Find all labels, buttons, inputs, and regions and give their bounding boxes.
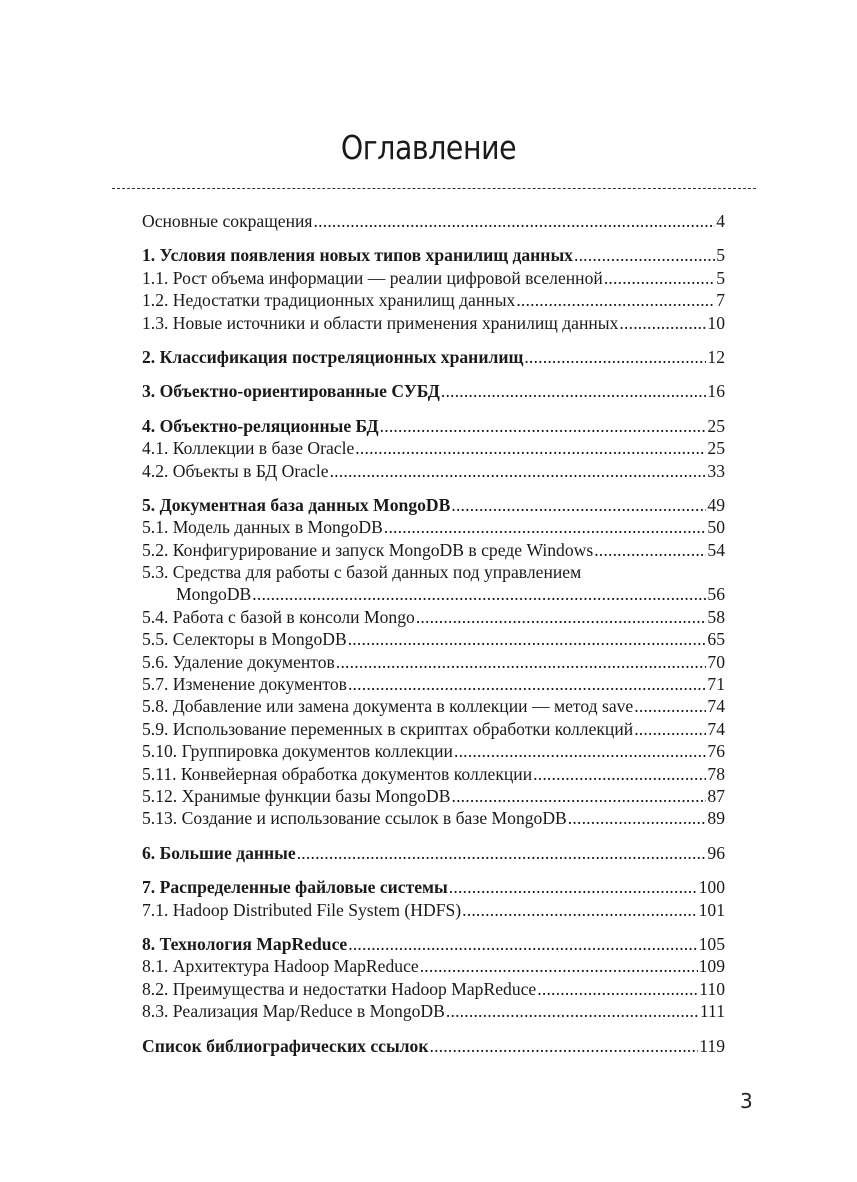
toc-entry-title: 5.9. Использование переменных в скриптах обработки коллекций	[142, 718, 634, 739]
toc-chapter-entry[interactable]	[142, 876, 725, 898]
toc-entry-page: 33	[707, 460, 725, 481]
toc-entry-title: 4.2. Объекты в БД Oracle	[142, 460, 329, 481]
toc-entry-title: 3. Объектно-ориентированные СУБД	[142, 381, 440, 402]
toc-entry[interactable]	[142, 460, 725, 482]
toc-entry-title: 6. Большие данные	[142, 842, 296, 863]
toc-entry[interactable]	[142, 955, 725, 977]
toc-entry[interactable]	[142, 785, 725, 807]
toc-gap	[142, 864, 725, 876]
table-of-contents	[142, 210, 725, 1057]
toc-entry[interactable]	[142, 718, 725, 740]
toc-entry-page: 70	[707, 651, 725, 672]
toc-leader-dots	[441, 380, 707, 402]
toc-entry-page: 74	[707, 696, 725, 717]
toc-entry[interactable]	[142, 583, 725, 605]
toc-entry-page: 87	[707, 785, 725, 806]
toc-leader-dots	[314, 210, 716, 232]
toc-chapter-entry[interactable]	[142, 1035, 725, 1057]
toc-leader-dots	[537, 978, 698, 1000]
toc-entry-title: 4.1. Коллекции в базе Oracle	[142, 438, 355, 459]
page-number: 3	[740, 1089, 753, 1113]
toc-leader-dots	[297, 842, 707, 864]
toc-leader-dots	[533, 763, 706, 785]
toc-entry-title: 5.12. Хранимые функции базы MongoDB	[142, 785, 451, 806]
toc-gap	[142, 368, 725, 380]
toc-entry[interactable]	[142, 267, 725, 289]
toc-entry-page: 100	[698, 877, 725, 898]
toc-entry[interactable]	[142, 289, 725, 311]
toc-entry-page: 111	[699, 1001, 725, 1022]
toc-entry-title: 8.2. Преимущества и недостатки Hadoop MapReduce	[142, 978, 537, 999]
toc-entry-title: MongoDB	[176, 584, 252, 605]
toc-gap	[142, 921, 725, 933]
toc-leader-dots	[446, 1000, 699, 1022]
toc-entry-page: 12	[707, 346, 725, 367]
toc-entry[interactable]	[142, 673, 725, 695]
toc-entry-title: 5.5. Селекторы в MongoDB	[142, 629, 347, 650]
toc-entry-page: 74	[707, 718, 725, 739]
toc-entry-page: 25	[707, 415, 725, 436]
toc-leader-dots	[634, 718, 706, 740]
toc-entry[interactable]	[142, 651, 725, 673]
toc-gap	[142, 403, 725, 415]
toc-chapter-entry[interactable]	[142, 933, 725, 955]
toc-entry-title: 1.3. Новые источники и области применения хранилищ данных	[142, 312, 619, 333]
toc-entry-page: 105	[698, 933, 725, 954]
toc-entry-page: 65	[707, 629, 725, 650]
toc-gap	[142, 482, 725, 494]
toc-leader-dots	[336, 651, 707, 673]
toc-entry-title: 5.7. Изменение документов	[142, 674, 347, 695]
toc-entry-title: 5.13. Создание и использование ссылок в базе MongoDB	[142, 808, 567, 829]
toc-entry[interactable]	[142, 437, 725, 459]
toc-entry-title: 5.10. Группировка документов коллекции	[142, 741, 453, 762]
toc-chapter-entry[interactable]	[142, 380, 725, 402]
toc-entry-page: 56	[707, 584, 725, 605]
toc-entry-title: Основные сокращения	[142, 211, 313, 231]
toc-leader-dots	[355, 437, 706, 459]
toc-leader-dots	[348, 628, 707, 650]
toc-entry[interactable]	[142, 516, 725, 538]
toc-entry-title: 5.6. Удаление документов	[142, 651, 335, 672]
toc-entry-title: 7.1. Hadoop Distributed File System (HDFS)	[142, 899, 462, 920]
toc-chapter-entry[interactable]	[142, 244, 725, 266]
toc-entry-page: 109	[698, 956, 725, 977]
toc-leader-dots	[380, 415, 707, 437]
toc-entry-title: 8.1. Архитектура Hadoop MapReduce	[142, 956, 419, 977]
toc-entry-page: 50	[707, 517, 725, 538]
toc-entry-page: 54	[707, 539, 725, 560]
toc-entry-title: 2. Классификация постреляционных хранилищ	[142, 346, 524, 367]
toc-leader-dots	[449, 876, 698, 898]
toc-entry-title: 5.8. Добавление или замена документа в коллекции — метод save	[142, 696, 634, 717]
toc-leader-dots	[594, 539, 706, 561]
toc-entry-title: 5. Документная база данных MongoDB	[142, 494, 451, 515]
toc-entry[interactable]	[142, 312, 725, 334]
toc-entry-title: 1.1. Рост объема информации — реалии цифровой вселенной	[142, 267, 603, 288]
toc-entry-title: 1. Условия появления новых типов хранилищ данных	[142, 245, 573, 266]
toc-entry-title: 5.3. Средства для работы с базой данных под управлением	[142, 562, 582, 583]
toc-chapter-entry[interactable]	[142, 842, 725, 864]
toc-gap	[142, 334, 725, 346]
toc-entry-page: 76	[707, 741, 725, 762]
toc-entry[interactable]	[142, 561, 725, 583]
toc-leader-dots	[384, 516, 707, 538]
toc-leader-dots	[330, 460, 707, 482]
toc-leader-dots	[568, 807, 707, 829]
toc-entry[interactable]	[142, 978, 725, 1000]
title-divider	[112, 188, 756, 189]
toc-entry-page: 10	[707, 312, 725, 333]
toc-chapter-entry[interactable]	[142, 346, 725, 368]
toc-entry-title: Список библиографических ссылок	[142, 1035, 429, 1056]
toc-entry-page: 89	[707, 808, 725, 829]
toc-entry-title: 5.2. Конфигурирование и запуск MongoDB в среде Windows	[142, 539, 594, 560]
toc-entry-page: 119	[699, 1035, 725, 1056]
toc-entry-title: 8.3. Реализация Map/Reduce в MongoDB	[142, 1001, 445, 1022]
toc-gap	[142, 232, 725, 244]
toc-leader-dots	[420, 955, 698, 977]
toc-entry[interactable]	[142, 1000, 725, 1022]
toc-entry[interactable]	[142, 210, 725, 232]
toc-gap	[142, 1023, 725, 1035]
toc-leader-dots	[416, 606, 707, 628]
toc-entry-title: 8. Технология MapReduce	[142, 933, 348, 954]
toc-entry[interactable]	[142, 740, 725, 762]
toc-entry-page: 7	[716, 290, 725, 311]
toc-leader-dots	[348, 673, 706, 695]
toc-leader-dots	[348, 933, 697, 955]
toc-leader-dots	[454, 740, 706, 762]
toc-leader-dots	[574, 244, 715, 266]
toc-entry[interactable]	[142, 899, 725, 921]
toc-leader-dots	[252, 583, 706, 605]
toc-leader-dots	[451, 494, 706, 516]
toc-leader-dots	[516, 289, 715, 311]
toc-entry-title: 4. Объектно-реляционные БД	[142, 415, 379, 436]
toc-entry-title: 5.1. Модель данных в MongoDB	[142, 517, 383, 538]
toc-entry[interactable]	[142, 539, 725, 561]
toc-entry-page: 5	[716, 267, 725, 288]
toc-entry-page: 71	[707, 674, 725, 695]
toc-entry-title: 1.2. Недостатки традиционных хранилищ данных	[142, 290, 516, 311]
toc-leader-dots	[524, 346, 706, 368]
toc-entry[interactable]	[142, 606, 725, 628]
toc-entry[interactable]	[142, 628, 725, 650]
toc-entry-page: 4	[716, 211, 725, 231]
toc-leader-dots	[619, 312, 706, 334]
toc-entry[interactable]	[142, 695, 725, 717]
toc-entry-page: 78	[707, 763, 725, 784]
toc-entry-page: 16	[707, 381, 725, 402]
toc-entry[interactable]	[142, 763, 725, 785]
page-title: Оглавление	[340, 128, 517, 167]
toc-chapter-entry[interactable]	[142, 494, 725, 516]
toc-entry-page: 58	[707, 606, 725, 627]
toc-entry-title: 5.11. Конвейерная обработка документов коллекции	[142, 763, 533, 784]
toc-leader-dots	[604, 267, 715, 289]
toc-entry-page: 101	[698, 899, 725, 920]
toc-entry[interactable]	[142, 807, 725, 829]
toc-entry-title: 7. Распределенные файловые системы	[142, 877, 448, 898]
toc-leader-dots	[634, 695, 706, 717]
toc-entry-title: 5.4. Работа с базой в консоли Mongo	[142, 606, 415, 627]
toc-leader-dots	[451, 785, 706, 807]
toc-chapter-entry[interactable]	[142, 415, 725, 437]
toc-entry-page: 25	[707, 438, 725, 459]
toc-entry-page: 96	[707, 842, 725, 863]
toc-leader-dots	[429, 1035, 698, 1057]
toc-entry-page: 49	[707, 494, 725, 515]
toc-gap	[142, 830, 725, 842]
toc-entry-page: 110	[699, 978, 725, 999]
toc-leader-dots	[462, 899, 697, 921]
toc-entry-page: 5	[716, 245, 725, 266]
